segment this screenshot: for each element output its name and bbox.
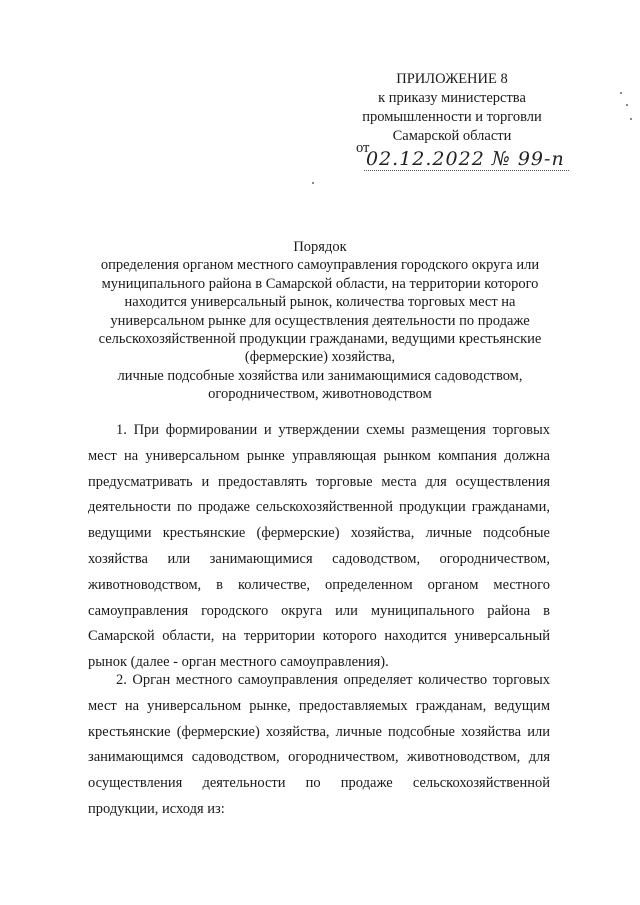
title-line: огородничеством, животноводством	[208, 386, 432, 403]
title-line: универсальном рынке для осуществления деятельности по продаже	[110, 312, 530, 329]
scan-speck	[626, 104, 628, 106]
appendix-line-2: промышленности и торговли	[362, 109, 542, 125]
ot-label: от	[356, 140, 370, 156]
appendix-block	[352, 70, 552, 146]
title-line: сельскохозяйственной продукции гражданами, ведущими крестьянские	[98, 331, 542, 348]
document-title	[90, 238, 550, 404]
scan-speck	[630, 118, 632, 120]
title-line: (фермерские) хозяйства,	[244, 349, 396, 366]
title-heading: Порядок	[293, 239, 347, 255]
order-date-line	[356, 140, 586, 174]
paragraph-1: 1. При формировании и утверждении схемы размещения торговых мест на универсальном рынке управляющая рынком компания должна предусматривать и предоставлять торговые места для осуществления деятельности по продаже сельскохозяйственной продукции гражданами, ведущими крестьянские (фермерские) хозяйства, личные подсобные хозяйства или занимающимися садоводством, огородничеством, животноводством, в количестве, определенном органом местного самоуправления городского округа или муниципального района в Самарской области, на территории которого находится универсальный рынок (далее - орган местного самоуправления).	[88, 422, 550, 671]
appendix-label: ПРИЛОЖЕНИЕ 8	[396, 71, 508, 87]
appendix-line-1: к приказу министерства	[378, 90, 526, 106]
handwritten-date: 02.12.2022 № 99-п	[366, 148, 565, 170]
scan-speck	[312, 182, 314, 184]
scan-speck	[620, 92, 622, 94]
paragraph-2: 2. Орган местного самоуправления определяет количество торговых мест на универсальном рынке, предоставляемых гражданам, ведущим крестьянские (фермерские) хозяйства, личные подсобные хозяйства или занимающимся садоводством, огородничеством, животноводством, для осуществления деятельности по продаже сельскохозяйственной продукции, исходя из:	[88, 672, 550, 817]
title-line: находится универсальный рынок, количества торговых мест на	[124, 294, 516, 311]
title-line: определения органом местного самоуправления городского округа или	[100, 257, 540, 274]
appendix-line-3: Самарской области	[392, 128, 512, 144]
title-line: личные подсобные хозяйства или занимающимися садоводством,	[117, 367, 523, 384]
date-underline	[364, 170, 569, 172]
title-line: муниципального района в Самарской области, на территории которого	[101, 275, 539, 292]
